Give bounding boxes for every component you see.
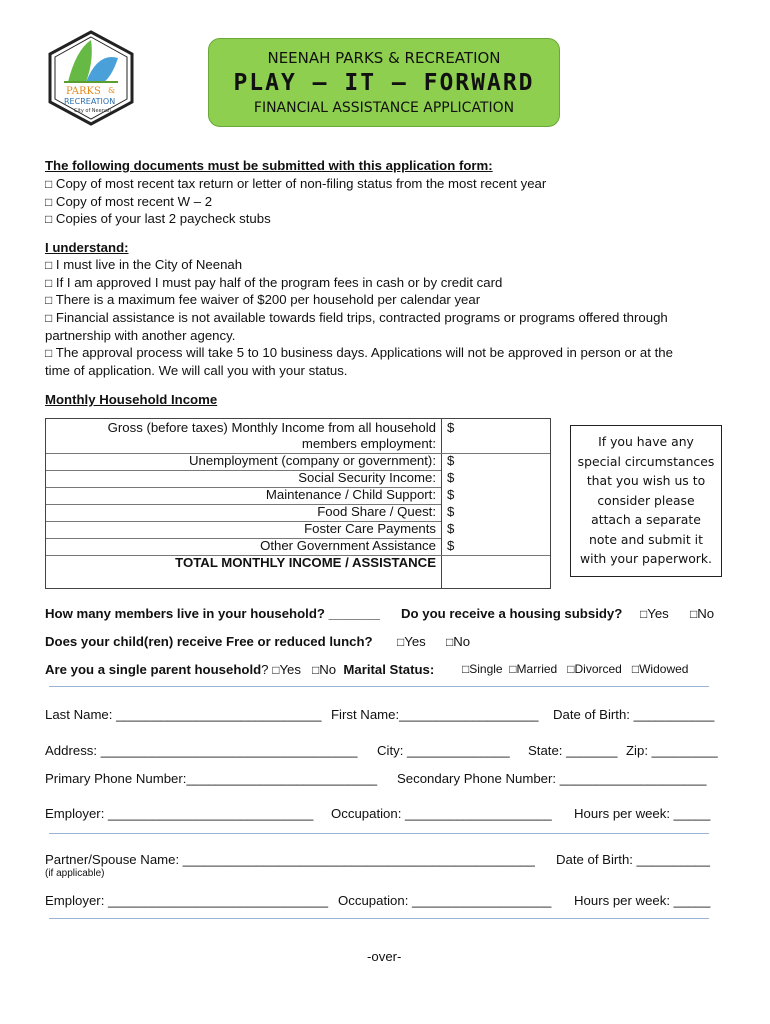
income-row-label: Gross (before taxes) Monthly Income from all household <box>107 420 436 435</box>
understand-item: □ I must live in the City of Neenah <box>45 257 243 272</box>
checkbox-icon: □ <box>311 663 320 677</box>
income-amount-field[interactable]: $ <box>447 504 455 519</box>
checkbox-icon: □ <box>631 662 640 676</box>
parks-recreation-logo <box>46 30 136 126</box>
income-row-label: Other Government Assistance <box>260 538 436 553</box>
lunch-question: Does your child(ren) receive Free or reduced lunch? <box>45 634 373 649</box>
checkbox-icon: □ <box>567 662 575 676</box>
checkbox-icon: □ <box>446 635 454 649</box>
income-row-label: Social Security Income: <box>298 470 436 485</box>
svg-text:&: & <box>108 86 116 95</box>
page-footer: -over- <box>367 949 402 964</box>
lunch-no-option[interactable]: □No <box>446 634 471 649</box>
income-amount-field[interactable]: $ <box>447 453 455 468</box>
income-table <box>45 418 551 589</box>
income-amount-field[interactable]: $ <box>447 521 455 536</box>
dob-field[interactable]: Date of Birth: ___________ <box>553 707 715 722</box>
subsidy-yes-option[interactable]: □Yes <box>640 606 669 621</box>
marital-widowed-option[interactable]: □Widowed <box>631 662 689 676</box>
understand-item-cont: partnership with another agency. <box>45 328 236 343</box>
understand-item: □ Financial assistance is not available towards field trips, contracted programs or programs offered through <box>45 310 668 325</box>
income-row-label: Food Share / Quest: <box>317 504 436 519</box>
income-row-label: Maintenance / Child Support: <box>265 487 436 502</box>
income-amount-field[interactable]: $ <box>447 538 455 553</box>
single-parent-no-option[interactable]: □No <box>311 662 337 677</box>
secondary-phone-field[interactable]: Secondary Phone Number: ____________________ <box>397 771 707 786</box>
income-row-label: Unemployment (company or government): <box>188 453 436 468</box>
documents-item: □ Copy of most recent W – 2 <box>45 194 213 209</box>
state-field[interactable]: State: _______ <box>528 743 618 758</box>
understand-item: □ The approval process will take 5 to 10 business days. Applications will not be approved in person or at the <box>45 345 673 360</box>
hours-field[interactable]: Hours per week: _____ <box>574 806 711 821</box>
zip-field[interactable]: Zip: _________ <box>626 743 718 758</box>
partner-employer-field[interactable]: Employer: ______________________________ <box>45 893 329 908</box>
logo-word-recreation: RECREATION <box>64 97 116 106</box>
checkbox-icon: □ <box>509 662 517 676</box>
partner-occupation-field[interactable]: Occupation: ___________________ <box>338 893 552 908</box>
form-header <box>208 38 560 127</box>
checkbox-icon[interactable]: □ <box>45 293 53 307</box>
marital-married-option[interactable]: □Married <box>509 662 558 676</box>
understand-item: □ If I am approved I must pay half of the program fees in cash or by credit card <box>45 275 503 290</box>
income-row-label: members employment: <box>301 436 436 451</box>
partner-hours-field[interactable]: Hours per week: _____ <box>574 893 711 908</box>
address-field[interactable]: Address: ___________________________________ <box>45 743 358 758</box>
marital-single-option[interactable]: □Single <box>462 662 503 676</box>
checkbox-icon[interactable]: □ <box>45 311 53 325</box>
logo-word-parks: PARKS <box>66 86 101 97</box>
single-parent-yes-option[interactable]: □Yes <box>272 662 301 677</box>
documents-item: □ Copy of most recent tax return or letter of non-filing status from the most recent year <box>45 176 547 191</box>
income-amount-field[interactable]: $ <box>447 420 455 435</box>
checkbox-icon: □ <box>462 662 470 676</box>
partner-name-field[interactable]: Partner/Spouse Name: ________________________________________________ <box>45 852 535 867</box>
checkbox-icon: □ <box>272 663 280 677</box>
occupation-field[interactable]: Occupation: ____________________ <box>331 806 552 821</box>
checkbox-icon[interactable]: □ <box>45 177 53 191</box>
if-applicable-note: (if applicable) <box>45 868 105 879</box>
household-members-question[interactable]: How many members live in your household? _______ <box>45 606 380 621</box>
partner-dob-field[interactable]: Date of Birth: __________ <box>556 852 710 867</box>
checkbox-icon[interactable]: □ <box>45 258 53 272</box>
checkbox-icon: □ <box>690 607 698 621</box>
checkbox-icon[interactable]: □ <box>45 346 53 360</box>
checkbox-icon[interactable]: □ <box>45 276 53 290</box>
income-heading: Monthly Household Income <box>45 392 218 407</box>
income-row-label: Foster Care Payments <box>304 521 436 536</box>
divider <box>49 686 709 687</box>
checkbox-icon[interactable]: □ <box>45 195 53 209</box>
program-title: PLAY – IT – FORWARD <box>233 70 535 96</box>
checkbox-icon[interactable]: □ <box>45 212 53 226</box>
understand-item: □ There is a maximum fee waiver of $200 per household per calendar year <box>45 292 481 307</box>
housing-subsidy-question: Do you receive a housing subsidy? <box>401 606 623 621</box>
understand-heading: I understand: <box>45 240 129 255</box>
employer-field[interactable]: Employer: ____________________________ <box>45 806 314 821</box>
subsidy-no-option[interactable]: □No <box>690 606 715 621</box>
divider <box>49 918 709 919</box>
marital-divorced-option[interactable]: □Divorced <box>567 662 622 676</box>
single-parent-row: Are you a single parent household? □Yes □No Marital Status: <box>45 662 435 677</box>
city-field[interactable]: City: ______________ <box>377 743 510 758</box>
checkbox-icon: □ <box>397 635 405 649</box>
documents-heading: The following documents must be submitted with this application form: <box>45 158 493 173</box>
svg-text:City of Neenah: City of Neenah <box>74 108 112 114</box>
form-title: FINANCIAL ASSISTANCE APPLICATION <box>253 100 515 116</box>
special-circumstances-note: If you have any special circumstances that you wish us to consider please attach a separate note and submit it with your paperwork. <box>570 425 722 577</box>
divider <box>49 833 709 834</box>
income-amount-field[interactable]: $ <box>447 487 455 502</box>
income-total-label: TOTAL MONTHLY INCOME / ASSISTANCE <box>175 555 436 570</box>
marital-status-label: Marital Status: <box>343 662 435 677</box>
primary-phone-field[interactable]: Primary Phone Number:__________________________ <box>45 771 378 786</box>
checkbox-icon: □ <box>640 607 648 621</box>
first-name-field[interactable]: First Name:___________________ <box>331 707 539 722</box>
documents-item: □ Copies of your last 2 paycheck stubs <box>45 211 271 226</box>
org-name: NEENAH PARKS & RECREATION <box>267 49 501 67</box>
lunch-yes-option[interactable]: □Yes <box>397 634 426 649</box>
last-name-field[interactable]: Last Name: ____________________________ <box>45 707 322 722</box>
understand-item-cont: time of application. We will call you with your status. <box>45 363 348 378</box>
marital-options <box>462 662 688 676</box>
income-amount-field[interactable]: $ <box>447 470 455 485</box>
